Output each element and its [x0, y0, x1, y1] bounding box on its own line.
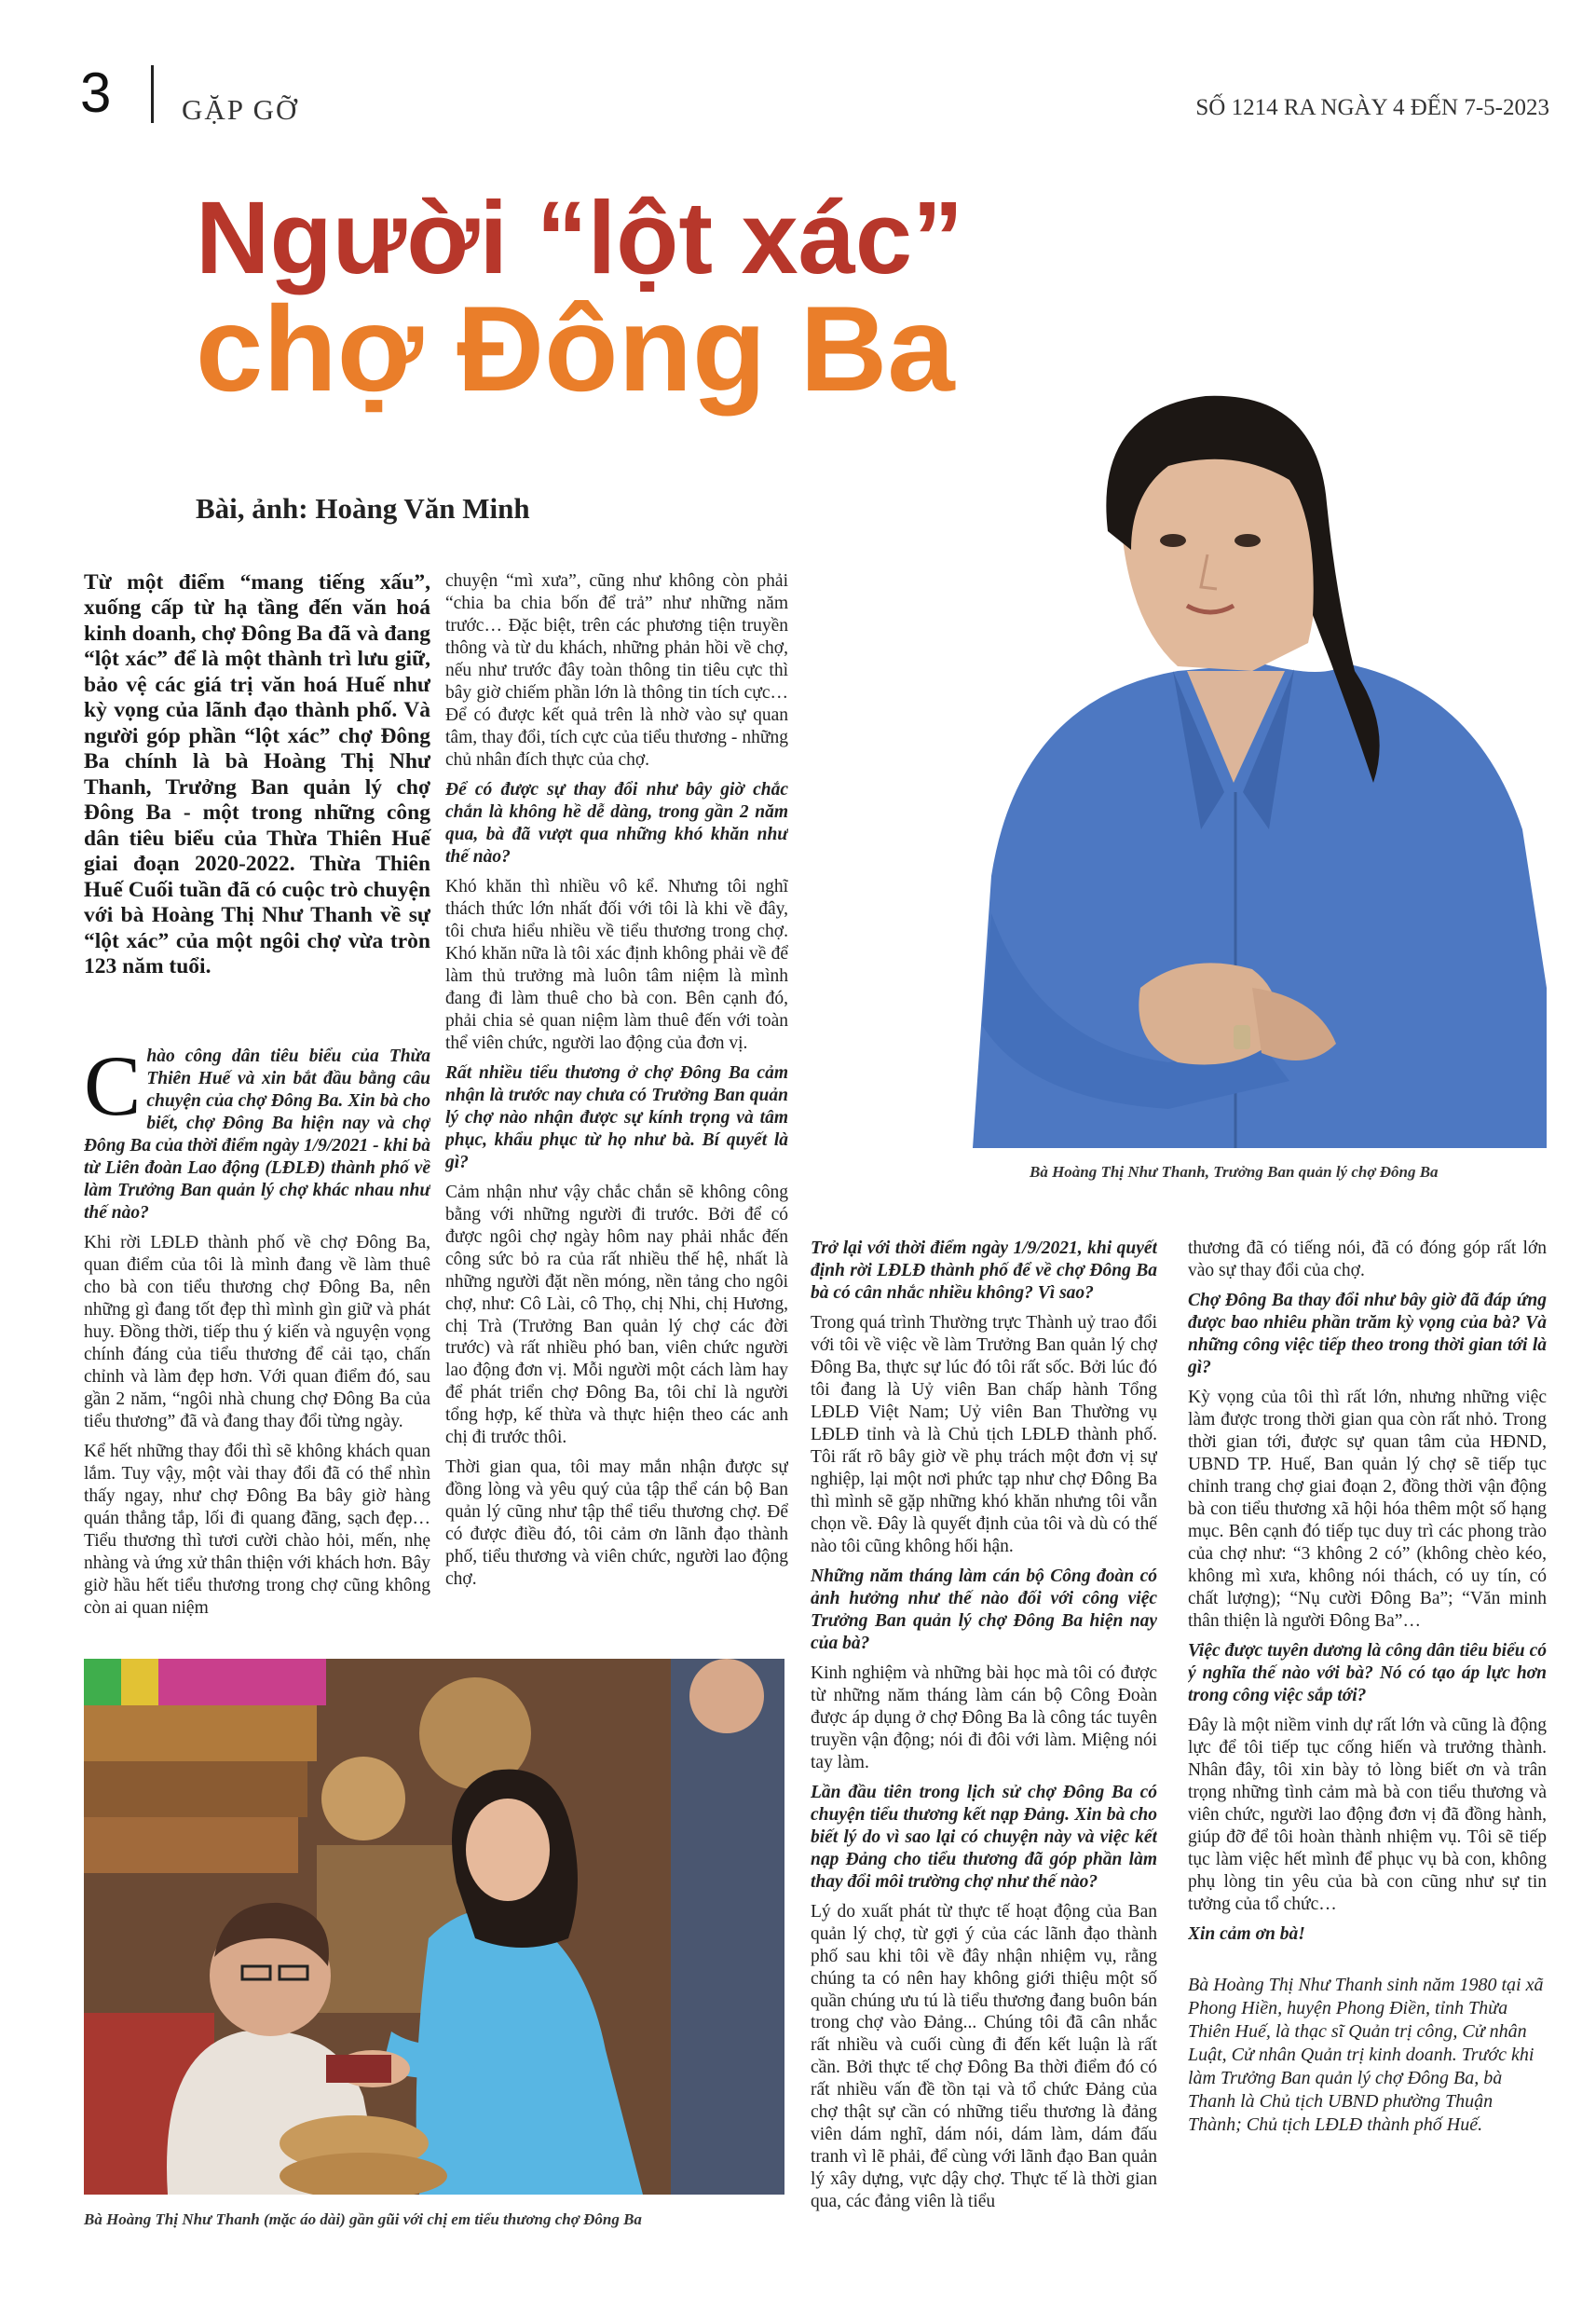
- article-column-2: [445, 570, 788, 1642]
- lead-paragraph: Từ một điểm “mang tiếng xấu”, xuống cấp từ hạ tầng đến văn hoá kinh doanh, chợ Đông Ba đã và đang “lột xác” để là một thành trì lưu giữ, bảo vệ các giá trị văn hoá Huế như kỳ vọng của lãnh đạo thành phố. Và người góp phần “lột xác” chợ Đông Ba chính là bà Hoàng Thị Như Thanh, Trưởng Ban quản lý chợ Đông Ba - một trong những công dân tiêu biểu của Thừa Thiên Huế giai đoạn 2020-2022. Thừa Thiên Huế Cuối tuần đã có cuộc trò chuyện với bà Hoàng Thị Như Thanh về sự “lột xác” của một ngôi chợ vừa tròn 123 năm tuổi.: [84, 570, 430, 979]
- article-column-1: [84, 1046, 430, 1642]
- article-title: [196, 181, 1239, 417]
- portrait-photo: [954, 391, 1547, 1148]
- bio-note: Bà Hoàng Thị Như Thanh sinh năm 1980 tại xã Phong Hiền, huyện Phong Điền, tỉnh Thừa Thiên Huế, là thạc sĩ Quản trị công, Cử nhân Luật, Cử nhân Quản trị kinh doanh. Trước khi làm Trưởng Ban quản lý chợ Đông Ba, bà Thanh là Chủ tịch UBND phường Thuận Thành; Chủ tịch LĐLĐ thành phố Huế.: [1188, 1974, 1544, 2135]
- question: Rất nhiều tiểu thương ở chợ Đông Ba cảm nhận là trước nay chưa có Trưởng Ban quản lý chợ nào nhận được sự kính trọng và tâm phục, khẩu phục từ họ như bà. Bí quyết là gì?: [445, 1062, 788, 1172]
- answer-paragraph: Khi rời LĐLĐ thành phố về chợ Đông Ba, quan điểm của tôi là mình đang về làm thuê cho bà con tiểu thương chợ Đông Ba, nên những gì đang tốt đẹp thì mình gìn giữ và phát huy. Đồng thời, tiếp thu ý kiến và nguyện vọng chính đáng của tiểu thương để cải tạo, chấn chỉnh và làm đẹp hơn. Với quan điểm đó, sau gần 2 năm, “ngôi nhà chung chợ Đông Ba của tiểu thương” đã và đang thay đổi từng ngày.: [84, 1232, 430, 1431]
- answer-paragraph: Kỳ vọng của tôi thì rất lớn, nhưng những việc làm được trong thời gian qua còn rất nhỏ. Trong thời gian tới, được sự quan tâm của HĐND, UBND TP. Huế, Ban quản lý chợ sẽ tiếp tục chỉnh trang chợ giai đoạn 2, đồng thời vận động bà con tiểu thương xã hội hóa thêm một số hạng mục. Bên cạnh đó tiếp tục duy trì các phong trào của chợ như: “3 không 2 có” (không chèo kéo, không mì xưa, không nói thách, có uy tín, có chất lượng); “Nụ cười Đông Ba”; “Văn minh thân thiện là người Đông Ba”…: [1188, 1387, 1547, 1631]
- answer-paragraph: Thời gian qua, tôi may mắn nhận được sự đồng lòng và yêu quý của tập thể cán bộ Ban quản lý cũng như tập thể tiểu thương chợ. Để có được điều đó, tôi cảm ơn lãnh đạo thành phố, tiểu thương và viên chức, người lao động chợ.: [445, 1457, 788, 1590]
- question: Trở lại với thời điểm ngày 1/9/2021, khi quyết định rời LĐLĐ thành phố để về chợ Đông Ba bà có cân nhắc nhiều không? Vì sao?: [811, 1238, 1157, 1303]
- answer-paragraph: thương đã có tiếng nói, đã có đóng góp rất lớn vào sự thay đổi của chợ.: [1188, 1238, 1547, 1280]
- question-text: hào công dân tiêu biểu của Thừa Thiên Huế và xin bắt đầu bằng câu chuyện của chợ Đông Ba. Xin bà cho biết, chợ Đông Ba hiện nay và chợ Đông Ba của thời điểm ngày 1/9/2021 - khi bà từ Liên đoàn Lao động (LĐLĐ) thành phố về làm Trưởng Ban quản lý chợ khác nhau như thế nào?: [84, 1047, 430, 1223]
- closing-thanks: Xin cảm ơn bà!: [1188, 1923, 1305, 1944]
- title-line-1: Người “lột xác”: [196, 181, 964, 295]
- answer-paragraph: Kể hết những thay đổi thì sẽ không khách quan lắm. Tuy vậy, một vài thay đổi đã có thể nhìn thấy ngay, như chợ Đông Ba bây giờ hàng quán thẳng tắp, lối đi quang đãng, sạch đẹp… Tiểu thương thì tươi cười chào hỏi, mến, nhẹ nhàng và ứng xử thân thiện với khách hơn. Bây giờ hầu hết tiểu thương trong chợ cũng không còn ai quan niệm: [84, 1441, 430, 1618]
- header-divider: [151, 65, 154, 123]
- drop-cap: C: [84, 1046, 142, 1133]
- question: Lần đầu tiên trong lịch sử chợ Đông Ba có chuyện tiểu thương kết nạp Đảng. Xin bà cho biết lý do vì sao lại có chuyện này và việc kết nạp Đảng cho tiểu thương đã góp phần làm thay đổi môi trường chợ như thế nào?: [811, 1782, 1157, 1892]
- answer-paragraph: Khó khăn thì nhiều vô kể. Nhưng tôi nghĩ thách thức lớn nhất đối với tôi là khi về đây, tôi chưa hiểu nhiều về tiểu thương trong chợ. Khó khăn nữa là tôi xác định không phải về để làm thủ trưởng mà luôn tâm niệm là mình đang đi làm thuê cho bà con. Bên cạnh đó, phải chia sẻ quan niệm làm thuê đến với toàn thể viên chức, người lao động của đơn vị.: [445, 876, 788, 1053]
- issue-info: SỐ 1214 RA NGÀY 4 ĐẾN 7-5-2023: [1195, 95, 1549, 120]
- answer-paragraph: chuyện “mì xưa”, cũng như không còn phải “chia ba chia bốn để trả” như những năm trước… Đặc biệt, trên các phương tiện truyền thông và từ du khách, những phản hồi về chợ, nếu như trước đây toàn thông tin tiêu cực thì bây giờ chiếm phần lớn là thông tin tích cực… Để có được kết quả trên là nhờ vào sự quan tâm, thay đổi, tích cực của tiểu thương - những chủ nhân đích thực của chợ.: [445, 571, 788, 770]
- answer-paragraph: Đây là một niềm vinh dự rất lớn và cũng là động lực để tôi tiếp tục cống hiến và trưởng thành. Nhân đây, tôi xin bày tỏ lòng biết ơn và trân trọng những tình cảm mà bà con tiểu thương và viên chức, người lao động đơn vị đã đồng hành, giúp đỡ để tôi hoàn thành nhiệm vụ. Tôi sẽ tiếp tục làm việc hết mình để phục vụ bà con, không phụ lòng tin yêu của bà con cũng như sự tin tưởng của tổ chức…: [1188, 1715, 1547, 1914]
- answer-paragraph: Lý do xuất phát từ thực tế hoạt động của Ban quản lý chợ, từ gợi ý của các lãnh đạo thành phố sau khi tôi về đây nhận nhiệm vụ, rằng chúng ta có nên hay không giới thiệu một số quần chúng ưu tú là tiểu thương đang buôn bán trong chợ vào Đảng... Chúng tôi đã cân nhắc rất nhiều và cuối cùng đi đến kết luận là rất cần. Bởi thực tế chợ Đông Ba thời điểm đó có rất nhiều vấn đề tồn tại và tổ chức Đảng của chợ thật sự cần có những tiểu thương là đảng viên dám nghĩ, dám nói, dám làm, dám đấu tranh vì lẽ phải, để cùng với lãnh đạo Ban quản lý xây dựng, vực dậy chợ. Thực tế là thời gian qua, các đảng viên là tiểu: [811, 1901, 1157, 2212]
- byline: Bài, ảnh: Hoàng Văn Minh: [196, 492, 530, 525]
- answer-paragraph: Kinh nghiệm và những bài học mà tôi có được từ những năm tháng làm cán bộ Công Đoàn được áp dụng ở chợ Đông Ba là công tác tuyên truyền vận động; nói đi đôi với làm. Miệng nói tay làm.: [811, 1662, 1157, 1772]
- market-illustration: [84, 1659, 784, 2195]
- question-intro: [84, 1046, 430, 1224]
- portrait-illustration: [954, 391, 1547, 1148]
- market-caption: Bà Hoàng Thị Như Thanh (mặc áo dài) gần gũi với chị em tiểu thương chợ Đông Ba: [84, 2210, 642, 2228]
- question: Những năm tháng làm cán bộ Công đoàn có ảnh hưởng như thế nào đối với công việc Trưởng Ban quản lý chợ Đông Ba hiện nay của bà?: [811, 1566, 1157, 1653]
- answer-paragraph: Trong quá trình Thường trực Thành uỷ trao đổi với tôi về việc về làm Trưởng Ban quản lý chợ Đông Ba, thực sự lúc đó tôi rất sốc. Bởi lúc đó tôi đang là Uỷ viên Ban chấp hành Tổng LĐLĐ Việt Nam; Uỷ viên Ban Thường vụ LĐLĐ tỉnh và là Chủ tịch LĐLĐ thành phố. Tôi rất rõ bây giờ về phụ trách một đơn vị sự nghiệp, lại một nơi phức tạp như chợ Đông Ba thì mình sẽ gặp những khó khăn nhưng tôi vẫn chọn về. Đây là quyết định của tôi và dù có thế nào tôi cũng không hối hận.: [811, 1312, 1157, 1556]
- market-photo: [84, 1659, 784, 2195]
- title-line-2: chợ Đông Ba: [196, 280, 955, 417]
- article-column-3: [811, 1238, 1157, 2244]
- article-column-4: [1188, 1238, 1547, 2244]
- portrait-caption: Bà Hoàng Thị Như Thanh, Trưởng Ban quản lý chợ Đông Ba: [1030, 1163, 1439, 1181]
- answer-paragraph: Cảm nhận như vậy chắc chắn sẽ không công bằng với những người đi trước. Bởi để có được ngôi chợ ngày hôm nay phải nhắc đến công sức bỏ ra của rất nhiều thế hệ, nhất là những người đặt nền móng, nền tảng cho ngôi chợ, như: Cô Lài, cô Thọ, chị Nhi, chị Hương, chị Trà (Trưởng Ban quản lý chợ các đời trước) và rất nhiều phó ban, viên chức người lao động đơn vị. Mỗi người một cách làm hay để phát triển chợ Đông Ba, tôi chỉ là người tổng hợp, kế thừa và thực hiện theo các anh chị đi trước thôi.: [445, 1182, 788, 1448]
- page-number: 3: [80, 62, 112, 124]
- section-name: GẶP GỠ: [182, 93, 299, 126]
- question: Chợ Đông Ba thay đổi như bây giờ đã đáp ứng được bao nhiêu phần trăm kỳ vọng của bà? Và những công việc tiếp theo trong thời gian tới là gì?: [1188, 1290, 1547, 1377]
- question: Để có được sự thay đổi như bây giờ chắc chắn là không hề dễ dàng, trong gần 2 năm qua, bà đã vượt qua những khó khăn như thế nào?: [445, 779, 788, 867]
- question: Việc được tuyên dương là công dân tiêu biểu có ý nghĩa thế nào với bà? Nó có tạo áp lực hơn trong công việc sắp tới?: [1188, 1640, 1547, 1705]
